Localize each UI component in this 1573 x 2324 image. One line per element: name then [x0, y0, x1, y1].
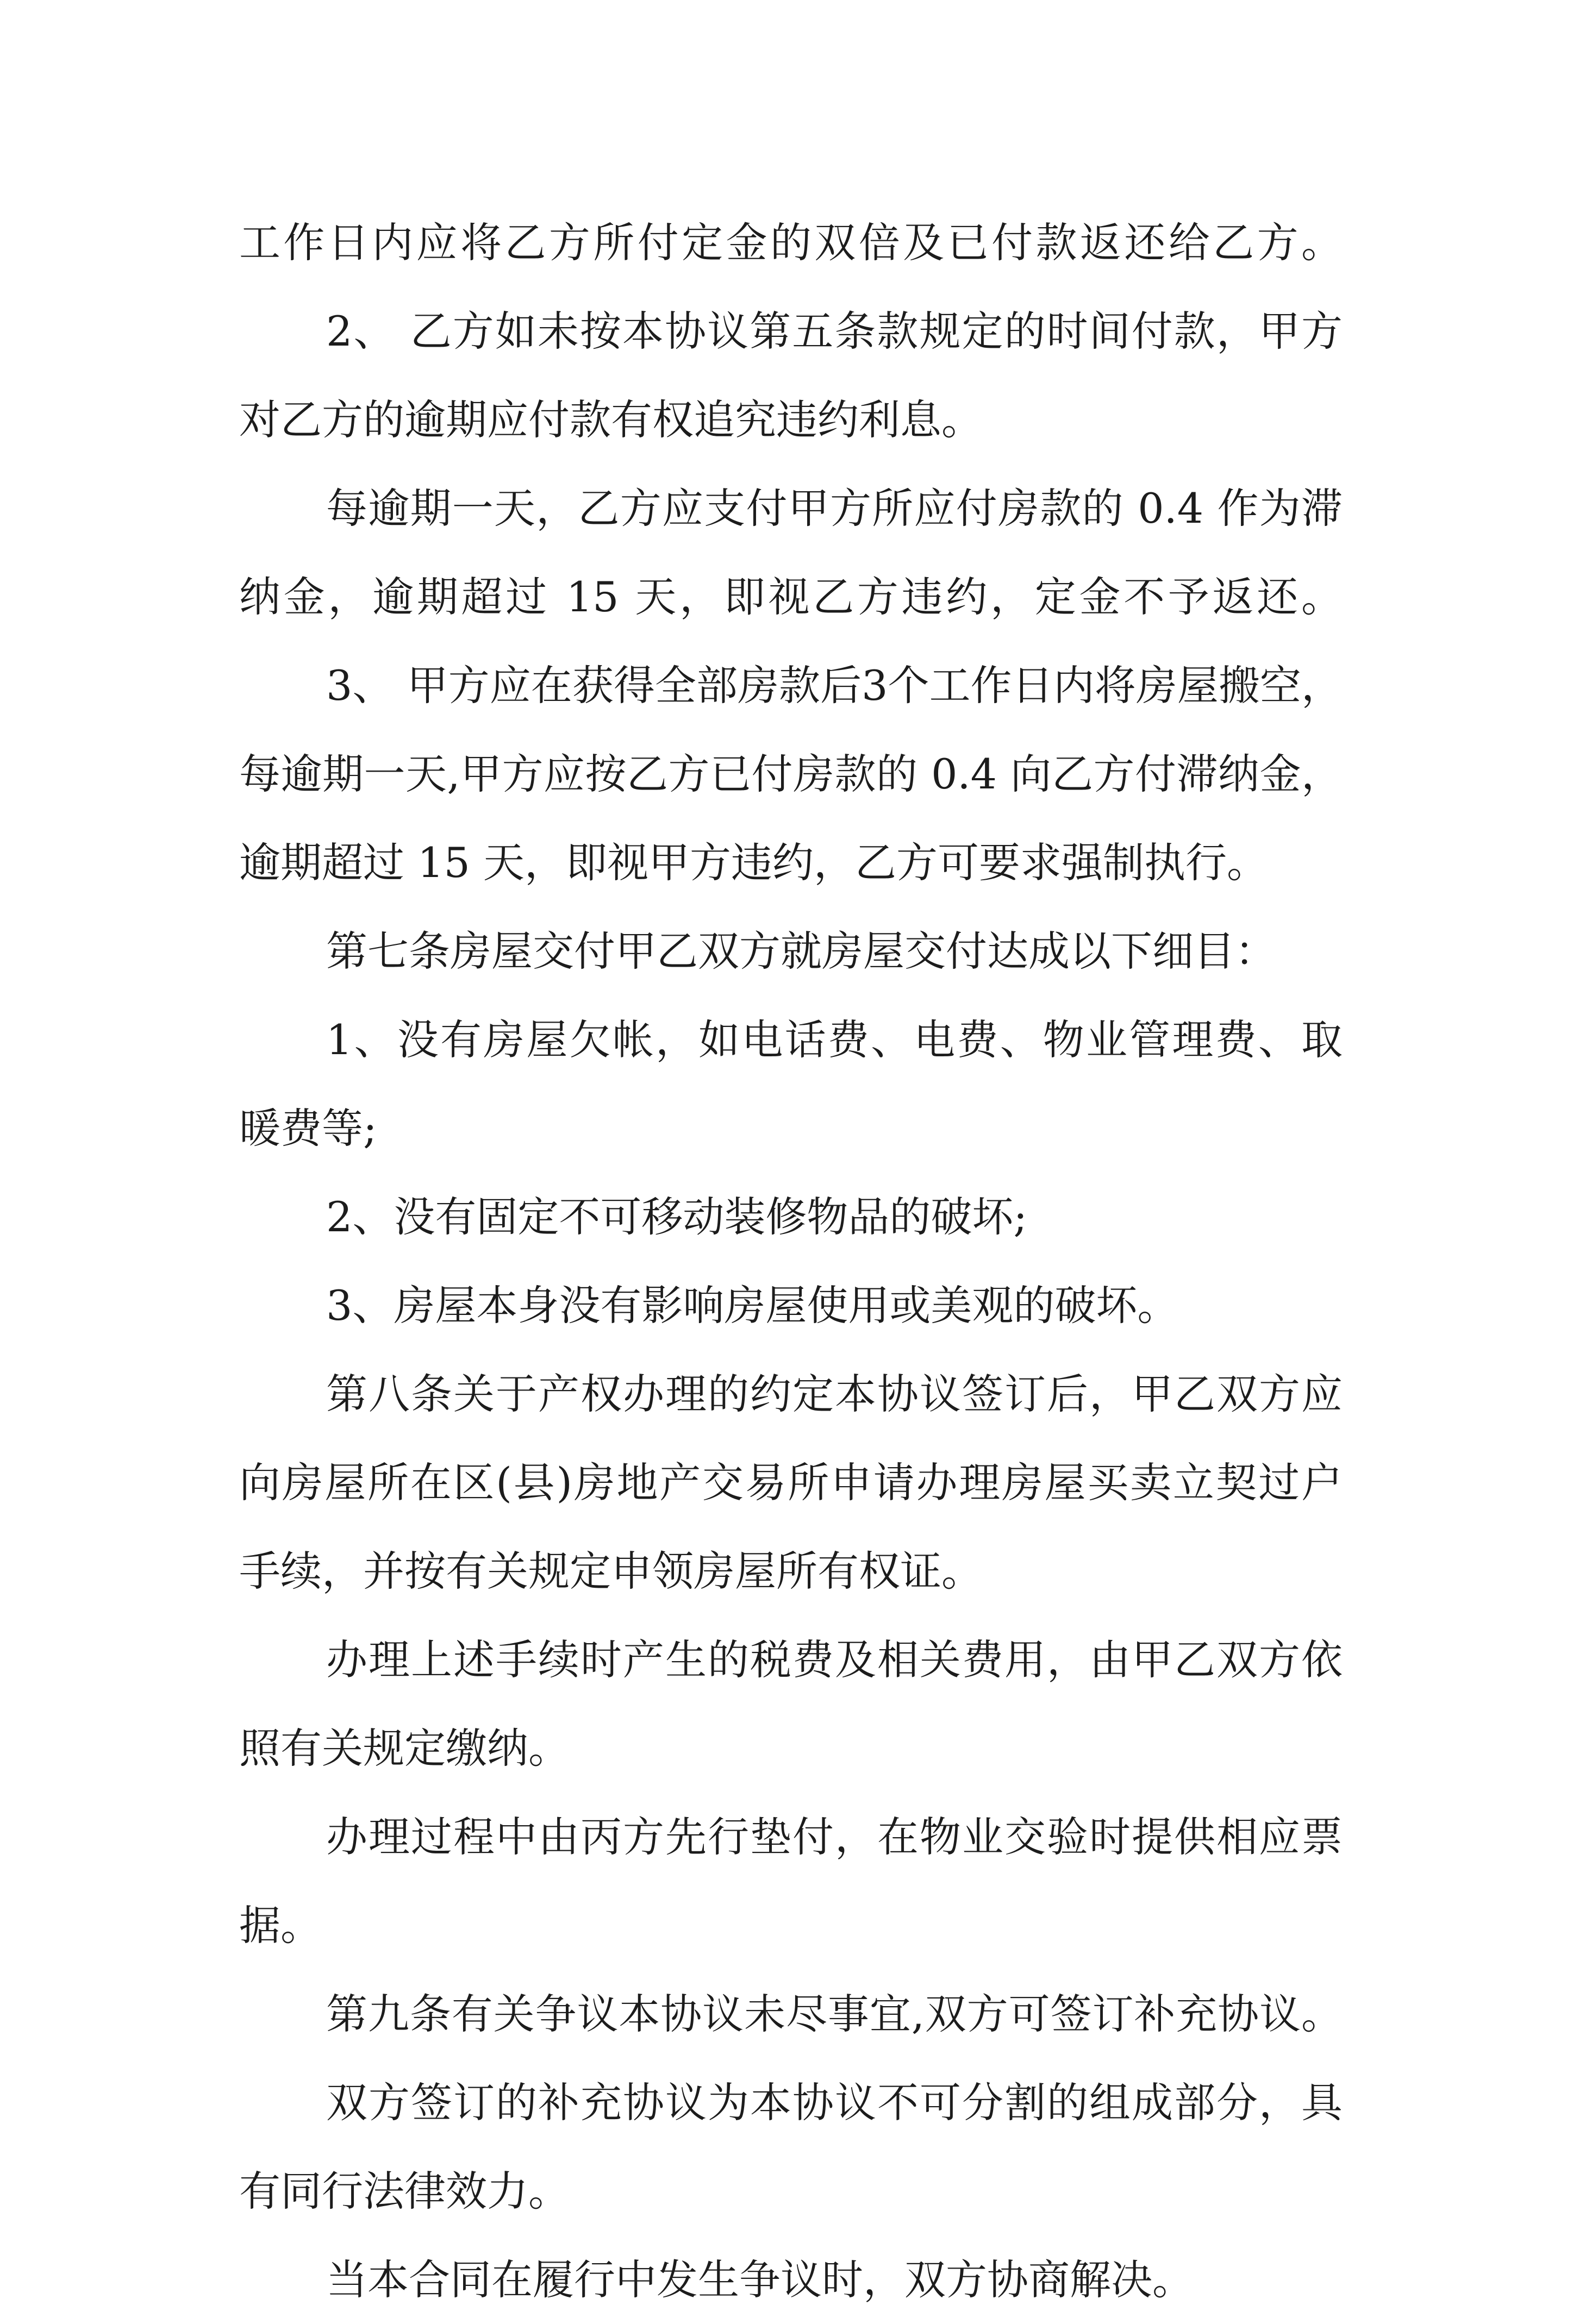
paragraph-line: 2、 乙方如未按本协议第五条款规定的时间付款，甲方	[326, 307, 1343, 355]
paragraph-line: 向房屋所在区(县)房地产交易所申请办理房屋买卖立契过户	[239, 1458, 1343, 1507]
paragraph-line: 暖费等;	[239, 1104, 377, 1152]
paragraph-line: 第七条房屋交付甲乙双方就房屋交付达成以下细目：	[326, 927, 1276, 975]
paragraph-line: 当本合同在履行中发生争议时，双方协商解决。	[326, 2256, 1194, 2304]
paragraph-line: 据。	[239, 1901, 322, 1950]
paragraph-line: 纳金，逾期超过 15 天，即视乙方违约，定金不予返还。	[239, 573, 1343, 621]
paragraph-line: 1、没有房屋欠帐，如电话费、电费、物业管理费、取	[326, 1016, 1343, 1064]
paragraph-line: 每逾期一天，乙方应支付甲方所应付房款的 0.4 作为滞	[326, 484, 1343, 533]
paragraph-line: 工作日内应将乙方所付定金的双倍及已付款返还给乙方。	[239, 218, 1343, 267]
paragraph-line: 办理上述手续时产生的税费及相关费用，由甲乙双方依	[326, 1636, 1343, 1684]
paragraph-line: 逾期超过 15 天，即视甲方违约，乙方可要求强制执行。	[239, 838, 1269, 887]
paragraph-line: 照有关规定缴纳。	[239, 1724, 570, 1772]
paragraph-line: 每逾期一天,甲方应按乙方已付房款的 0.4 向乙方付滞纳金，	[239, 750, 1343, 798]
paragraph-line: 办理过程中由丙方先行垫付，在物业交验时提供相应票	[326, 1813, 1343, 1861]
paragraph-line: 对乙方的逾期应付款有权追究违约利息。	[239, 396, 983, 444]
paragraph-line: 手续，并按有关规定申领房屋所有权证。	[239, 1547, 983, 1595]
paragraph-line: 双方签订的补充协议为本协议不可分割的组成部分，具	[326, 2078, 1343, 2127]
paragraph-line: 第九条有关争议本协议未尽事宜,双方可签订补充协议。	[326, 1990, 1343, 2038]
paragraph-line: 3、 甲方应在获得全部房款后3个工作日内将房屋搬空，	[326, 661, 1343, 710]
paragraph-line: 有同行法律效力。	[239, 2167, 570, 2215]
document-body	[239, 198, 1343, 2324]
paragraph-line: 2、没有固定不可移动装修物品的破坏;	[326, 1193, 1027, 1241]
paragraph-line: 第八条关于产权办理的约定本协议签订后，甲乙双方应	[326, 1370, 1343, 1418]
paragraph-line: 3、房屋本身没有影响房屋使用或美观的破坏。	[326, 1281, 1179, 1330]
